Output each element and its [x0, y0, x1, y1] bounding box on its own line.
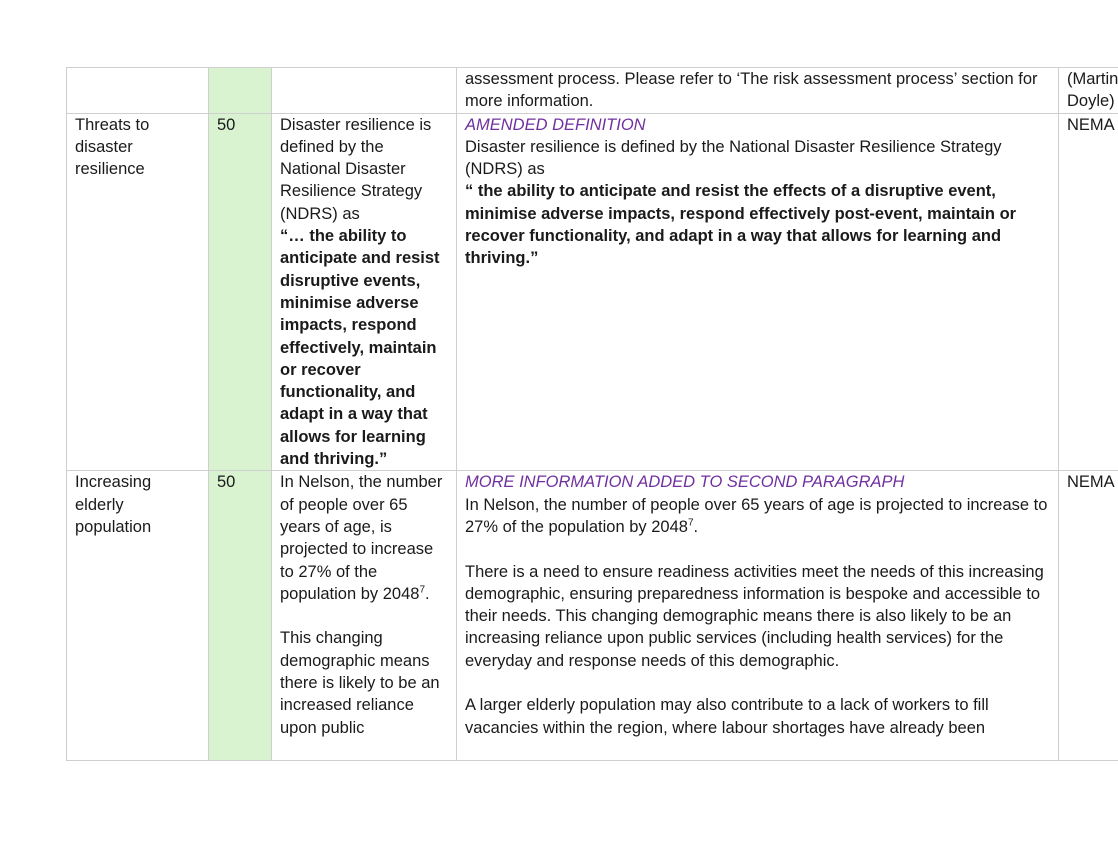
amended-paragraph-2: There is a need to ensure readiness activities meet the needs of this increasing demographic, ensuring preparedness information is bespoke and accessible to their needs. This changing demographic means there is also likely to be an increasing reliance upon public services (including health services) for the everyday and response needs of this demographic. [465, 562, 1044, 670]
score-cell: 50 [209, 471, 272, 761]
source-cell: NEMA [1059, 471, 1118, 761]
original-text-cell [272, 113, 457, 471]
original-paragraph-2: This changing demographic means there is likely to be an increased reliance upon public [280, 629, 440, 737]
topic-cell [67, 68, 209, 114]
amended-text: assessment process. Please refer to ‘The risk assessment process’ section for more information. [465, 70, 1038, 111]
original-quote: “… the ability to anticipate and resist disruptive events, minimise adverse impacts, respond effectively, maintain or recover functionality, and adapt in a way that allows for learning and thriving.” [280, 227, 440, 469]
amended-quote: “ the ability to anticipate and resist the effects of a disruptive event, minimise adverse impacts, respond effectively post-event, maintain or recover functionality, and adapt in a way that allows for learning and thriving.” [465, 182, 1017, 268]
source-cell: NEMA [1059, 113, 1118, 471]
topic-cell: Threats to disaster resilience [67, 113, 209, 471]
amended-text-cell [457, 471, 1059, 761]
amended-paragraph-3: A larger elderly population may also contribute to a lack of workers to fill vacancies within the region, where labour shortages have already been [465, 696, 989, 737]
original-intro: Disaster resilience is defined by the National Disaster Resilience Strategy (NDRS) as [280, 115, 432, 223]
amendment-note: AMENDED DEFINITION [465, 115, 646, 134]
score-cell: 50 [209, 113, 272, 471]
table-row [67, 113, 1118, 471]
amended-text-cell [457, 113, 1059, 471]
amended-paragraph-1: In Nelson, the number of people over 65 years of age is projected to increase to 27% of the population by 2048$^7$. [465, 495, 1048, 536]
amendments-table [66, 67, 1118, 761]
amended-text-cell [457, 68, 1059, 114]
original-text-cell [272, 68, 457, 114]
amended-intro: Disaster resilience is defined by the National Disaster Resilience Strategy (NDRS) as [465, 137, 1002, 179]
original-text-cell [272, 471, 457, 761]
topic-cell: Increasing elderly population [67, 471, 209, 761]
amendment-note: MORE INFORMATION ADDED TO SECOND PARAGRAPH [465, 473, 905, 492]
original-paragraph-1: In Nelson, the number of people over 65 years of age, is projected to increase to 27% of the population by 2048$^7$. [280, 473, 443, 603]
table-row [67, 471, 1118, 761]
score-cell [209, 68, 272, 114]
source-cell: (Martin Doyle) [1059, 68, 1118, 114]
table-row [67, 68, 1118, 114]
